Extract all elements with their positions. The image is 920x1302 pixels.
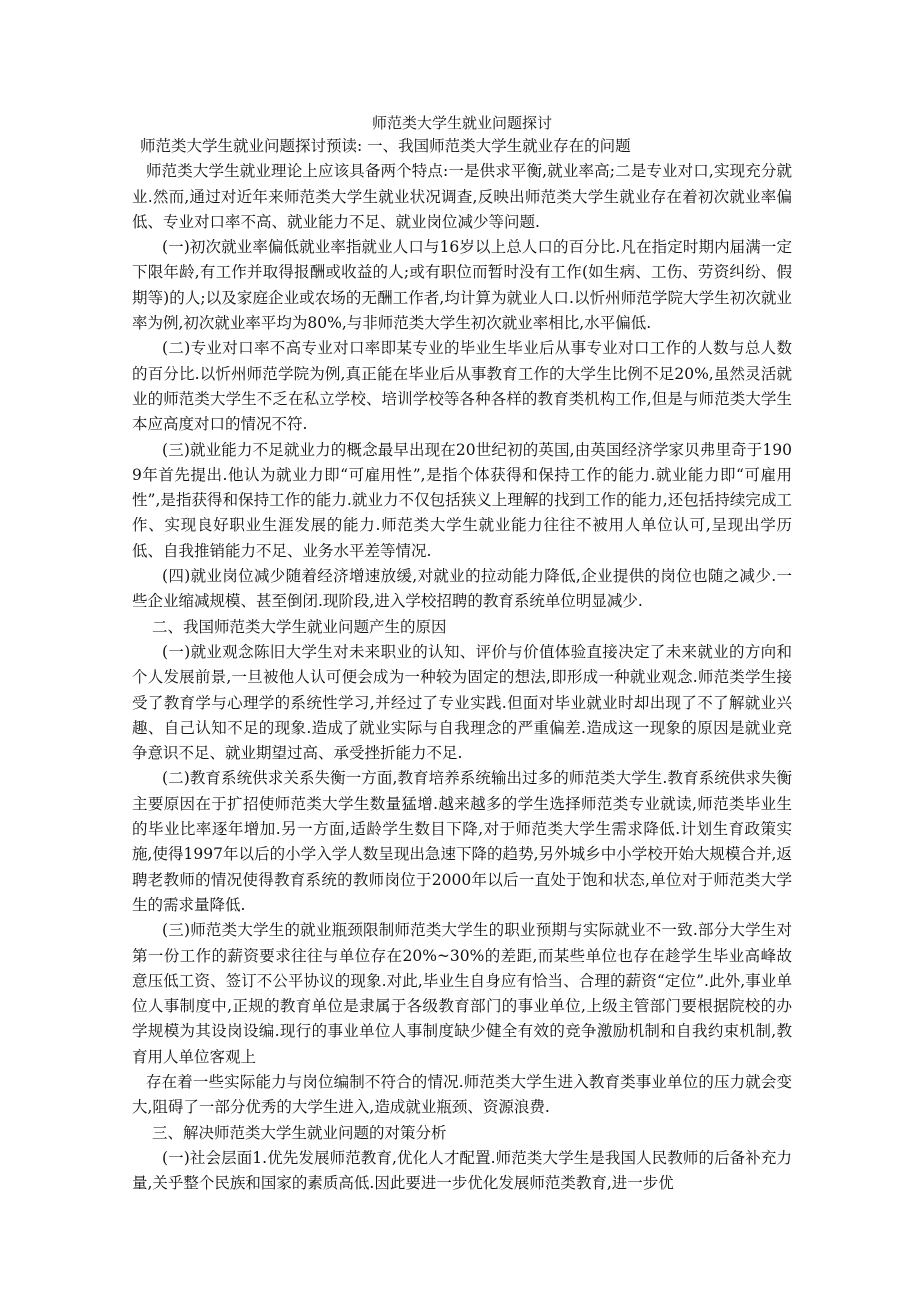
section-heading-solutions: 三、解决师范类大学生就业问题的对策分析: [152, 1123, 447, 1142]
paragraph-major-match: (二)专业对口率不高专业对口率即某专业的毕业生毕业后从事专业对口工作的人数与总人数的百分比.以忻州师范学院为例,真正能在毕业后从事教育工作的大学生比例不足20%,虽然灵活就业的师范类大学生不乏在私立学校、培训学校等各种各样的教育类机构工作,但是与师范类大学生本应高度对口的情况不符.: [132, 339, 792, 434]
paragraph-intro: 师范类大学生就业理论上应该具备两个特点:一是供求平衡,就业率高;二是专业对口,实现充分就业.然而,通过对近年来师范类大学生就业状况调查,反映出师范类大学生就业存在着初次就业率偏低、专业对口率不高、就业能力不足、就业岗位减少等问题.: [132, 162, 792, 231]
paragraph-social-level: (一)社会层面1.优先发展师范教育,优化人才配置.师范类大学生是我国人民教师的后备补充力量,关乎整个民族和国家的素质高低.因此要进一步优化发展师范类教育,进一步优: [132, 1148, 792, 1193]
paragraph-employability: (三)就业能力不足就业力的概念最早出现在20世纪初的英国,由英国经济学家贝弗里奇于1909年首先提出.他认为就业力即“可雇用性”,是指个体获得和保持工作的能力.就业能力即“可雇用性”,是指获得和保持工作的能力.就业力不仅包括狭义上理解的找到工作的能力,还包括持续完成工作、实现良好职业生涯发展的能力.师范类大学生就业能力往往不被用人单位认可,呈现出学历低、自我推销能力不足、业务水平差等情况.: [132, 440, 792, 560]
paragraph-employment-rate: (一)初次就业率偏低就业率指就业人口与16岁以上总人口的百分比.凡在指定时期内届满一定下限年龄,有工作并取得报酬或收益的人;或有职位而暂时没有工作(如生病、工伤、劳资纠纷、假期等)的人;以及家庭企业或农场的无酬工作者,均计算为就业人口.以忻州师范学院大学生初次就业率为例,初次就业率平均为80%,与非师范类大学生初次就业率相比,水平偏低.: [132, 238, 792, 333]
paragraph-preview: 师范类大学生就业问题探讨预读: 一、我国师范类大学生就业存在的问题: [140, 137, 631, 155]
paragraph-job-positions: (四)就业岗位减少随着经济增速放缓,对就业的拉动能力降低,企业提供的岗位也随之减少.一些企业缩减规模、甚至倒闭.现阶段,进入学校招聘的教育系统单位明显减少.: [132, 567, 792, 611]
paragraph-supply-demand: (二)教育系统供求关系失衡一方面,教育培养系统输出过多的师范类大学生.教育系统供求失衡主要原因在于扩招使师范类大学生数量猛增.越来越多的学生选择师范类专业就读,师范类毕业生的毕业比率逐年增加.另一方面,适龄学生数目下降,对于师范类大学生需求降低.计划生育政策实施,使得1997年以后的小学入学人数呈现出急速下降的趋势,另外城乡中小学校开始大规模合并,返聘老教师的情况使得教育系统的教师岗位于2000年以后一直处于饱和状态,单位对于师范类大学生的需求量降低.: [132, 769, 792, 914]
document-page: [132, 112, 792, 1196]
paragraph-bottleneck: (三)师范类大学生的就业瓶颈限制师范类大学生的职业预期与实际就业不一致.部分大学生对第一份工作的薪资要求往往与单位存在20%~30%的差距,而某些单位也存在趁学生毕业高峰故意压低工资、签订不公平协议的现象.对此,毕业生自身应有恰当、合理的薪资“定位”.此外,事业单位人事制度中,正规的教育单位是隶属于各级教育部门的事业单位,上级主管部门要根据院校的办学规模为其设岗设编.现行的事业单位人事制度缺少健全有效的竞争激励机制和自我约束机制,教育用人单位客观上: [132, 921, 792, 1066]
document-title: 师范类大学生就业问题探讨: [371, 114, 552, 132]
section-heading-causes: 二、我国师范类大学生就业问题产生的原因: [152, 617, 447, 636]
paragraph-employment-concept: (一)就业观念陈旧大学生对未来职业的认知、评价与价值体验直接决定了未来就业的方向和个人发展前景,一旦被他人认可便会成为一种较为固定的想法,即形成一种就业观念.师范类学生接受了教育学与心理学的系统性学习,并经过了专业实践.但面对毕业就业时却出现了不了解就业兴趣、自己认知不足的现象.造成了就业实际与自我理念的严重偏差.造成这一现象的原因是就业竞争意识不足、就业期望过高、承受挫折能力不足.: [132, 642, 792, 763]
paragraph-bottleneck-continued: 存在着一些实际能力与岗位编制不符合的情况.师范类大学生进入教育类事业单位的压力就会变大,阻碍了一部分优秀的大学生进入,造成就业瓶颈、资源浪费.: [132, 1072, 792, 1117]
